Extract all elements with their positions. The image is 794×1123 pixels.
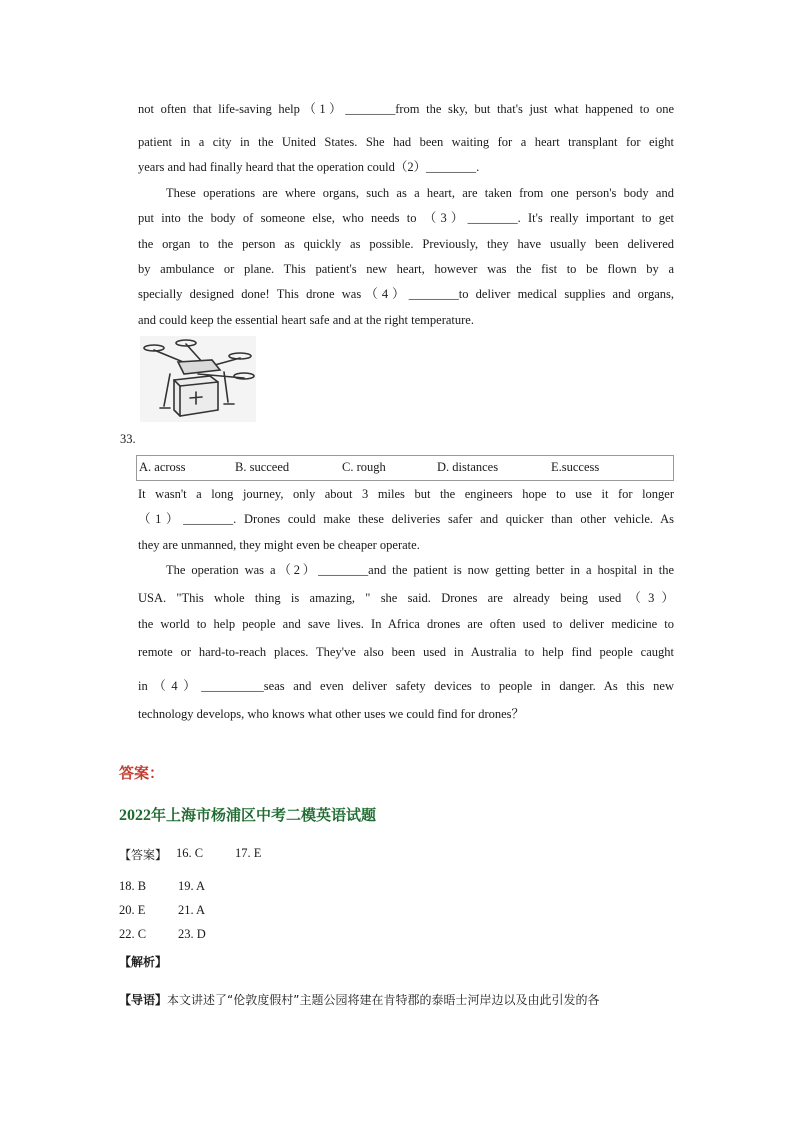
passage-line: the world to help people and save lives. In Africa drones are often used to deliver medicine to [138,617,674,631]
answer-item: 17. E [235,846,262,860]
analysis-tag: 【解析】 [119,955,168,969]
answer-item: 22. C [119,927,147,941]
exam-year: 2022 [119,807,151,824]
passage-line: put into the body of someone else, who needs to （3）________. It's really important to get [138,211,674,225]
answer-row [119,846,167,863]
passage-line: remote or hard-to-reach places. They've also been used in Australia to help find people caught [138,645,674,659]
passage-line: the organ to the person as quickly as possible. Previously, they have usually been delivered [138,237,674,251]
passage-line: in（4）__________seas and even deliver safety devices to people in danger. As this new [138,679,674,693]
guide-row [119,991,599,1008]
passage-line: These operations are where organs, such as a heart, are taken from one person's body and [166,186,674,200]
passage-line: specially designed done! This drone was（4）________to deliver medical supplies and organs, [138,287,674,301]
passage-line: technology develops, who knows what other uses we could find for drones？ [138,707,525,721]
answer-title: 答案： [119,764,165,782]
passage-line: by ambulance or plane. This patient's new heart, however was the fist to be flown by a [138,262,674,276]
passage-line: It wasn't a long journey, only about 3 miles but the engineers hope to use it for longer [138,487,674,501]
passage-line: and could keep the essential heart safe and at the right temperature. [138,313,474,327]
guide-tag: 【导语】 [119,993,168,1007]
answer-item: 21. A [178,903,206,917]
exam-title: 年上海市杨浦区中考二模英语试题 [151,806,377,824]
option-e: E.success [551,460,600,474]
passage-line: （1）________. Drones could make these deliveries safer and quicker than other vehicle. As [138,512,674,526]
answer-item: 18. B [119,879,147,893]
answer-item: 20. E [119,903,146,917]
analysis-row [119,953,167,970]
option-c: C. rough [342,460,386,474]
passage-line: they are unmanned, they might even be cheaper operate. [138,538,420,552]
drone-illustration-icon [140,336,256,422]
passage-line: The operation was a（2）________and the patient is now getting better in a hospital in the [166,563,674,577]
passage-line: years and had finally heard that the operation could（2）________. [138,160,480,174]
option-d: D. distances [437,460,499,474]
answer-item: 23. D [178,927,206,941]
exam-heading [119,804,376,825]
answer-item: 19. A [178,879,206,893]
answer-item: 16. C [176,846,204,860]
question-number: 33. [120,432,136,446]
passage-line: patient in a city in the United States. She had been waiting for a heart transplant for eight [138,135,674,149]
answer-tag: 【答案】 [119,848,168,862]
options-box [136,455,674,481]
option-a: A. across [139,460,186,474]
passage-line: USA. "This whole thing is amazing, " she said. Drones are already being used（3） [138,591,674,605]
guide-text: 本文讲述了“伦敦度假村”主题公园将建在肯特郡的泰晤士河岸边以及由此引发的各 [167,993,600,1007]
passage-line: not often that life-saving help（1）________from the sky, but that's just what happened to one [138,102,674,116]
option-b: B. succeed [235,460,290,474]
